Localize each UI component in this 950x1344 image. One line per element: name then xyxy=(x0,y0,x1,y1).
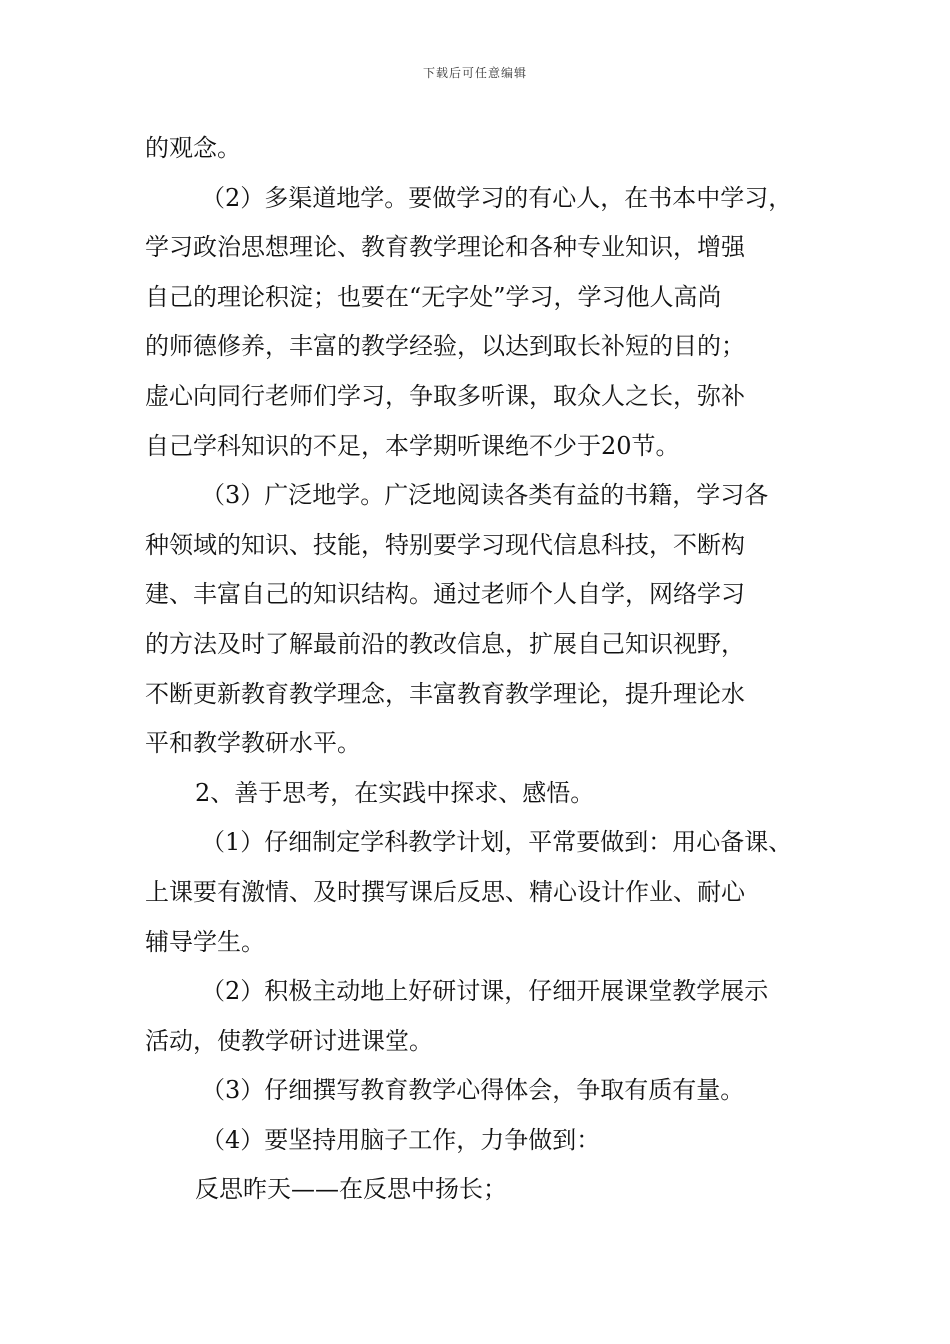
paragraph-line: （1）仔细制定学科教学计划，平常要做到：用心备课、 xyxy=(201,828,793,857)
paragraph-line: （3）仔细撰写教育教学心得体会，争取有质有量。 xyxy=(201,1076,745,1105)
paragraph-line: 自己学科知识的不足，本学期听课绝不少于20节。 xyxy=(145,431,680,460)
paragraph-line: 建、丰富自己的知识结构。通过老师个人自学，网络学习 xyxy=(145,580,745,609)
paragraph-line: 平和教学教研水平。 xyxy=(145,729,361,758)
paragraph-line: 辅导学生。 xyxy=(145,927,265,956)
paragraph-line: 反思昨天——在反思中扬长； xyxy=(195,1175,507,1204)
paragraph-line: 种领域的知识、技能，特别要学习现代信息科技，不断构 xyxy=(145,530,745,559)
paragraph-line: （2）积极主动地上好研讨课，仔细开展课堂教学展示 xyxy=(201,977,769,1006)
paragraph-line: 自己的理论积淀；也要在“无字处”学习，学习他人高尚 xyxy=(145,282,722,311)
paragraph-line: （3）广泛地学。广泛地阅读各类有益的书籍，学习各 xyxy=(201,481,769,510)
paragraph-line: 上课要有激情、及时撰写课后反思、精心设计作业、耐心 xyxy=(145,877,745,906)
paragraph-line: 的方法及时了解最前沿的教改信息，扩展自己知识视野， xyxy=(145,629,745,658)
section-heading: 2、善于思考，在实践中探求、感悟。 xyxy=(195,778,595,807)
paragraph-line: 的观念。 xyxy=(145,134,241,162)
document-body xyxy=(145,124,815,1215)
paragraph-line: 虚心向同行老师们学习，争取多听课，取众人之长，弥补 xyxy=(145,381,745,410)
paragraph-line: （2）多渠道地学。要做学习的有心人，在书本中学习， xyxy=(201,183,793,212)
paragraph-line: 学习政治思想理论、教育教学理论和各种专业知识，增强 xyxy=(145,233,745,262)
paragraph-line: 不断更新教育教学理念，丰富教育教学理论，提升理论水 xyxy=(145,679,745,708)
page-header: 下载后可任意编辑 xyxy=(422,66,527,80)
paragraph-line: （4）要坚持用脑子工作，力争做到： xyxy=(201,1125,601,1154)
paragraph-line: 活动，使教学研讨进课堂。 xyxy=(145,1026,433,1055)
paragraph-line: 的师德修养，丰富的教学经验，以达到取长补短的目的； xyxy=(145,332,745,361)
